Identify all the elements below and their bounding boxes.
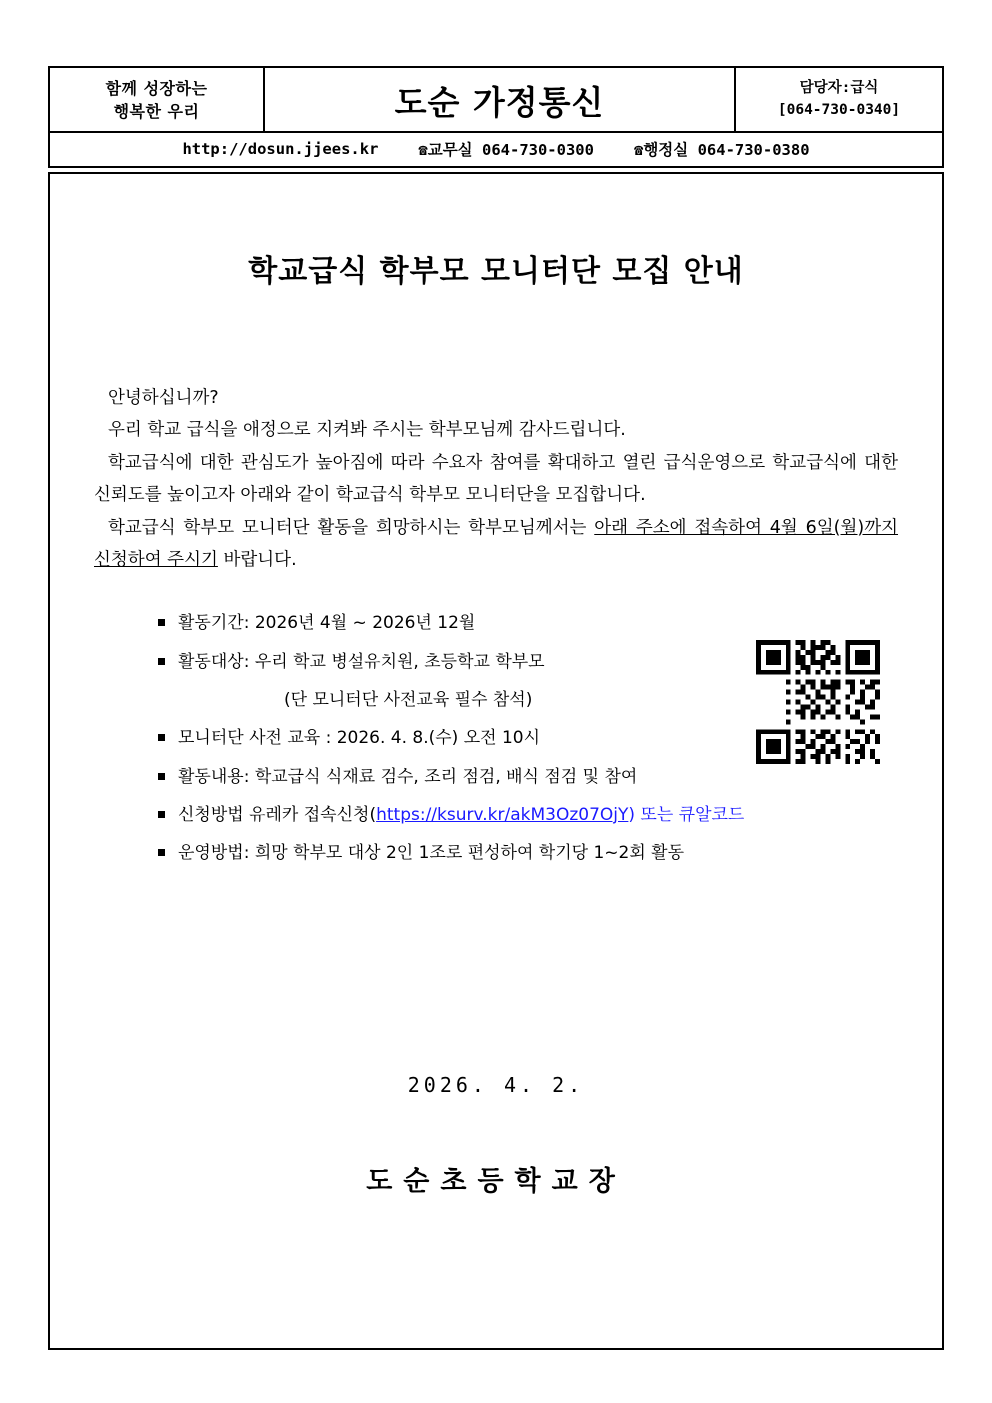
page-title: 학교급식 학부모 모니터단 모집 안내 xyxy=(248,254,744,289)
paragraph-2: 학교급식에 대한 관심도가 높아짐에 따라 수요자 참여를 확대하고 열린 급식운영으로 학교급식에 대한 신뢰도를 높이고자 아래와 같이 학교급식 학부모 모니터단을 모집합니다. xyxy=(94,452,898,506)
admin-phone: ☎행정실 064-730-0380 xyxy=(633,141,810,160)
list-item-text: 활동내용: 학교급식 식재료 검수, 조리 점검, 배식 점검 및 참여 xyxy=(178,766,638,787)
square-bullet-icon xyxy=(158,734,165,741)
apply-prefix: 신청방법 유레카 접속신청( xyxy=(178,804,377,825)
office-phone: ☎교무실 064-730-0300 xyxy=(418,141,594,160)
contact-person: 담당자:급식 xyxy=(799,80,879,96)
square-bullet-icon xyxy=(158,619,165,626)
issue-date: 2026. 4. 2. xyxy=(407,1072,585,1097)
paragraph-1: 우리 학교 급식을 애정으로 지켜봐 주시는 학부모님께 감사드립니다. xyxy=(108,420,626,441)
list-item-apply xyxy=(158,802,942,828)
square-bullet-icon xyxy=(158,773,165,780)
school-motto xyxy=(50,68,265,131)
bullet-list xyxy=(158,610,942,866)
list-item-text: (단 모니터단 사전교육 필수 참석) xyxy=(284,689,533,710)
square-bullet-icon xyxy=(158,658,165,665)
list-item xyxy=(158,840,942,866)
school-website[interactable]: http://dosun.jjees.kr xyxy=(182,140,379,159)
letterhead xyxy=(48,66,944,168)
school-motto-line2: 행복한 우리 xyxy=(113,102,200,122)
list-item-sub xyxy=(264,687,942,713)
paragraph-3-post: 바랍니다. xyxy=(217,549,297,570)
list-item-text: 모니터단 사전 교육 : 2026. 4. 8.(수) 오전 10시 xyxy=(178,728,541,749)
letterhead-top-row xyxy=(50,68,942,133)
signature-line: 도순초등학교장 xyxy=(366,1165,626,1197)
paragraph-3-underlined: 아래 주소에 접속하여 4월 6일(월)까지 신청하여 주시기 xyxy=(94,517,899,570)
square-bullet-icon xyxy=(158,849,165,856)
contact-block xyxy=(736,68,942,131)
square-bullet-icon xyxy=(158,811,165,818)
list-item-text: 활동대상: 우리 학교 병설유치원, 초등학교 학부모 xyxy=(178,651,545,672)
school-motto-line1: 함께 성장하는 xyxy=(105,79,208,98)
paragraph-3 xyxy=(94,512,898,577)
list-item xyxy=(158,610,942,636)
list-item xyxy=(158,725,942,751)
list-item xyxy=(158,649,942,675)
newsletter-title: 도순 가정통신 xyxy=(265,68,736,131)
list-item xyxy=(158,764,942,790)
list-item-text: 운영방법: 희망 학부모 대상 2인 1조로 편성하여 학기당 1~2회 활동 xyxy=(178,843,684,864)
letterhead-bottom-row xyxy=(50,133,942,166)
contact-phone: [064-730-0340] xyxy=(777,101,901,118)
list-item-text: 활동기간: 2026년 4월 ~ 2026년 12월 xyxy=(178,613,476,634)
greeting-paragraph: 안녕하십니까? xyxy=(108,388,219,408)
application-link[interactable]: https://ksurv.kr/akM3Oz07OjY xyxy=(376,804,629,825)
apply-suffix: ) 또는 큐알코드 xyxy=(628,804,745,825)
paragraph-3-pre: 학교급식 학부모 모니터단 활동을 희망하시는 학부모님께서는 xyxy=(108,517,595,538)
document-body xyxy=(48,172,944,1350)
